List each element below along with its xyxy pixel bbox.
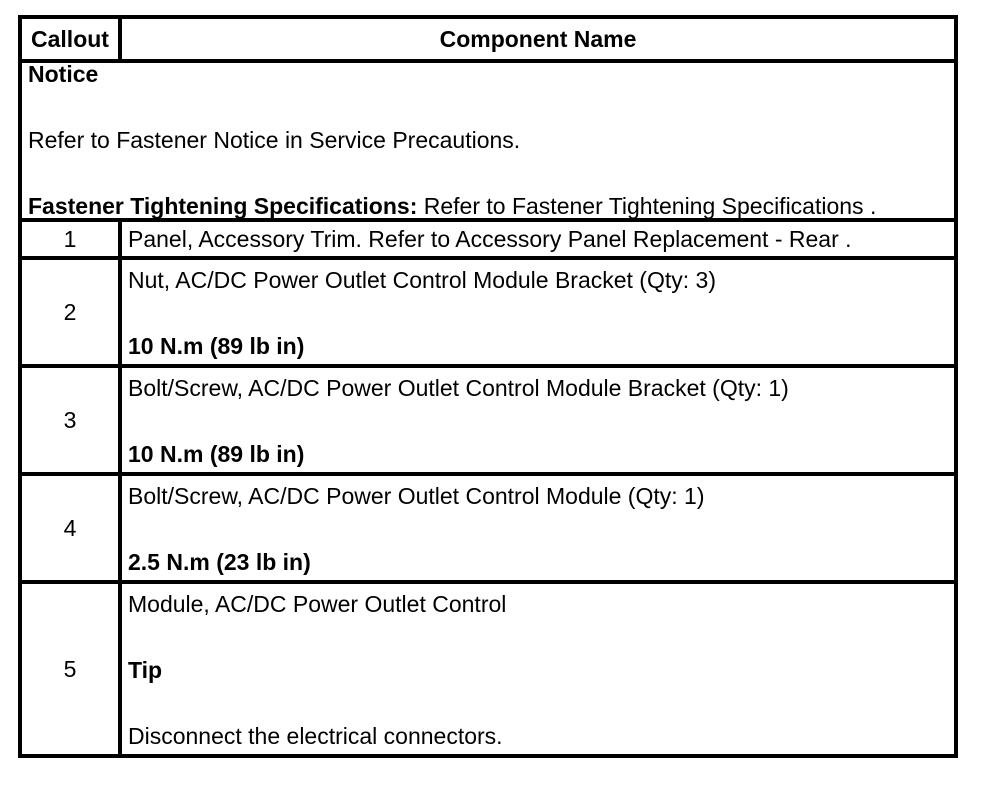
callout-number: 3: [20, 366, 120, 474]
table-header-row: [20, 17, 956, 61]
notice-text: Refer to Fastener Notice in Service Precautions.: [28, 127, 521, 153]
tip-text: Disconnect the electrical connectors.: [128, 723, 503, 749]
component-name: Nut, AC/DC Power Outlet Control Module Bracket (Qty: 3): [128, 267, 716, 293]
component-cell: [120, 582, 956, 756]
fastener-spec-label: Fastener Tightening Specifications:: [28, 193, 418, 219]
notice-title: Notice: [28, 61, 99, 87]
torque-spec: 10 N.m (89 lb in): [128, 441, 305, 467]
callout-column-header: Callout: [20, 17, 120, 61]
callout-number: 5: [20, 582, 120, 756]
component-name: Bolt/Screw, AC/DC Power Outlet Control Module (Qty: 1): [128, 483, 705, 509]
torque-spec: 10 N.m (89 lb in): [128, 333, 305, 359]
callout-number: 1: [20, 220, 120, 258]
table-row: [20, 474, 956, 582]
torque-spec: 2.5 N.m (23 lb in): [128, 549, 311, 575]
tip-label: Tip: [128, 657, 163, 683]
component-cell: [120, 474, 956, 582]
component-name: Module, AC/DC Power Outlet Control: [128, 591, 507, 617]
component-name: Bolt/Screw, AC/DC Power Outlet Control Module Bracket (Qty: 1): [128, 375, 789, 401]
table-row: [20, 258, 956, 366]
table-row: [20, 582, 956, 756]
fastener-spec-line: [28, 195, 948, 218]
notice-cell: [20, 61, 956, 220]
component-table: [18, 15, 958, 758]
component-name-column-header: Component Name: [120, 17, 956, 61]
table-row: [20, 366, 956, 474]
component-cell: [120, 258, 956, 366]
callout-number: 2: [20, 258, 120, 366]
component-name: Panel, Accessory Trim. Refer to Accessory Panel Replacement - Rear .: [120, 220, 956, 258]
callout-number: 4: [20, 474, 120, 582]
fastener-spec-text: Refer to Fastener Tightening Specifications .: [417, 193, 877, 219]
table-row: [20, 220, 956, 258]
notice-row: [20, 61, 956, 220]
component-cell: [120, 366, 956, 474]
